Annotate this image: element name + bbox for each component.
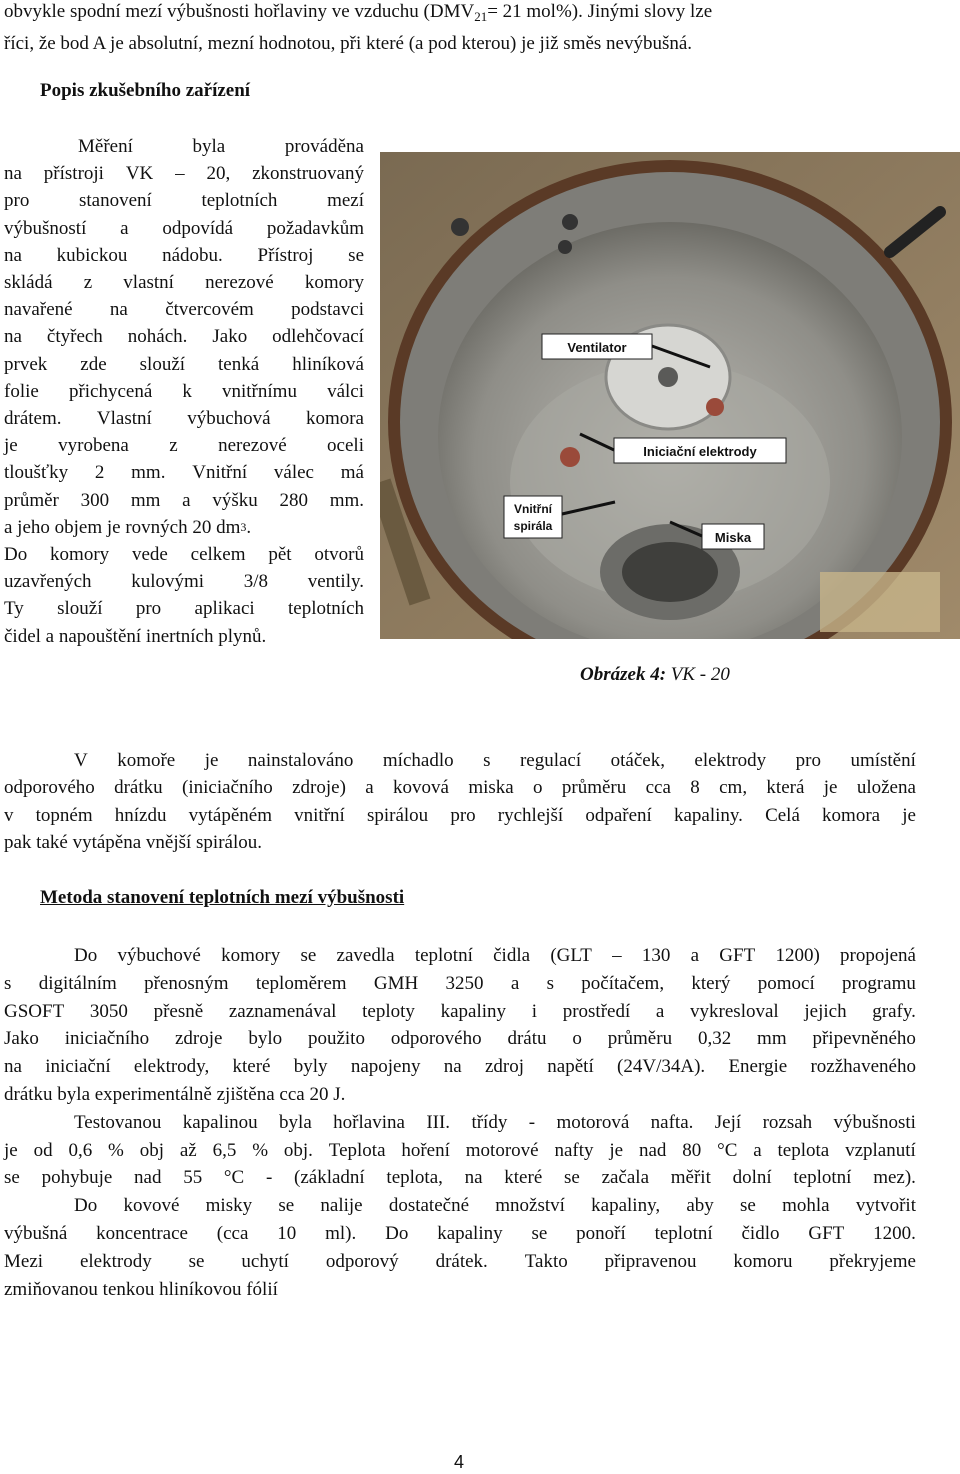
text-line: uzavřených kulovými 3/8 ventily. xyxy=(4,571,364,593)
chamber-photo xyxy=(380,152,960,639)
section-heading-metoda: Metoda stanovení teplotních mezí výbušnosti xyxy=(40,887,405,908)
text-line: V komoře je nainstalováno míchadlo s regulací otáček, elektrody pro umístění xyxy=(74,750,916,771)
label-spirala-2: spirála xyxy=(513,519,553,533)
text-line: drátku byla experimentálně zjištěna cca 20 J. xyxy=(4,1083,346,1105)
device-description xyxy=(4,133,364,650)
figure-caption: Obrázek 4: VK - 20 xyxy=(580,664,730,685)
intro-paragraph xyxy=(4,0,920,57)
text-line: Testovanou kapalinou byla hořlavina III. třídy - motorová nafta. Její rozsah výbušnosti xyxy=(74,1111,916,1133)
label-elektrody: Iniciační elektrody xyxy=(643,444,757,459)
text-line: Do komory vede celkem pět otvorů xyxy=(4,544,364,566)
label-ventilator: Ventilator xyxy=(567,340,627,355)
text-line: skládá z vlastní nerezové komory xyxy=(4,272,364,294)
text-line: na přístroji VK – 20, zkonstruovaný xyxy=(4,163,364,185)
text-line: s digitálním přenosným teploměrem GMH 3250 a s počítačem, který pomocí programu xyxy=(4,972,916,994)
text-line: Ty slouží pro aplikaci teplotních xyxy=(4,598,364,620)
text-line: se pohybuje nad 55 °C - (základní teplota, na které se začala měřit dolní teplotní mez). xyxy=(4,1167,916,1189)
text-line: folie přichycená k vnitřnímu válci xyxy=(4,380,364,402)
text-line: Mezi elektrody se uchytí odporový drátek. Takto připravenou komoru překryjeme xyxy=(4,1250,916,1272)
text-line: Do výbuchové komory se zavedla teplotní čidla (GLT – 130 a GFT 1200) propojená xyxy=(74,945,916,966)
page-number: 4 xyxy=(454,1452,465,1472)
text-line: na kubickou nádobu. Přístroj se xyxy=(4,244,364,266)
text-line: pro stanovení teplotních mezí xyxy=(4,190,364,212)
text-line: v topném hnízdu vytápěném vnitřní spirálou pro rychlejší odpaření kapaliny. Celá komora je xyxy=(4,804,916,826)
text-line: GSOFT 3050 přesně zaznamenával teploty kapaliny i prostředí a vykresloval jejich grafy. xyxy=(4,1000,916,1022)
label-spirala-1: Vnitřní xyxy=(514,502,552,516)
chamber-illustration xyxy=(380,152,960,639)
text-line: zmiňovanou tenkou hliníkovou fólií xyxy=(4,1278,278,1300)
intro-line-2: říci, že bod A je absolutní, mezní hodnotou, při které (a pod kterou) je již směs nevýbušná. xyxy=(4,33,693,54)
text-line: odporového drátku (iniciačního zdroje) a kovová miska o průměru cca 8 cm, která je uložena xyxy=(4,777,916,799)
text-line: pak také vytápěna vnější spirálou. xyxy=(4,831,263,853)
text-line: a jeho objem je rovných 20 dm 3 . xyxy=(4,516,252,538)
text-line: je vyrobena z nerezové oceli xyxy=(4,435,364,457)
text-line: tloušťky 2 mm. Vnitřní válec má xyxy=(4,462,364,484)
section-heading-popis: Popis zkušebního zařízení xyxy=(40,80,251,101)
text-line: čidel a napouštění inertních plynů. xyxy=(4,625,267,647)
text-line: drátem. Vlastní výbuchová komora xyxy=(4,408,364,430)
text-line: prvek zde slouží tenká hliníková xyxy=(4,353,364,375)
label-miska: Miska xyxy=(714,530,752,545)
intro-line-1: obvykle spodní mezí výbušnosti hořlaviny ve vzduchu ($DMV_{21}= 21$ mol%). Jinými slovy lze xyxy=(4,1,713,24)
text-line: na iniciační elektrody, které byly napojeny na zdroj napětí (24V/34A). Energie rozžhaveného xyxy=(4,1056,916,1078)
method-paragraph xyxy=(4,942,916,1303)
text-line: Jako iniciačního zdroje bylo použito odporového drátu o průměru 0,32 mm připevněného xyxy=(4,1028,916,1050)
text-line: navařené na čtvercovém podstavci xyxy=(4,299,364,321)
chamber-paragraph xyxy=(4,747,916,856)
text-line: výbušností a odpovídá požadavkům xyxy=(4,217,364,239)
text-line: je od 0,6 % obj až 6,5 % obj. Teplota hoření motorové nafty je nad 80 °C a teplota vzplanutí xyxy=(4,1139,916,1161)
text-line: Do kovové misky se nalije dostatečné množství kapaliny, aby se mohla vytvořit xyxy=(74,1195,916,1217)
text-line: výbušná koncentrace (cca 10 ml). Do kapaliny se ponoří teplotní čidlo GFT 1200. xyxy=(4,1222,916,1244)
text-line: Měření byla prováděna xyxy=(78,136,364,157)
text-line: na čtyřech nohách. Jako odlehčovací xyxy=(4,326,364,348)
text-line: průměr 300 mm a výšku 280 mm. xyxy=(4,489,364,511)
